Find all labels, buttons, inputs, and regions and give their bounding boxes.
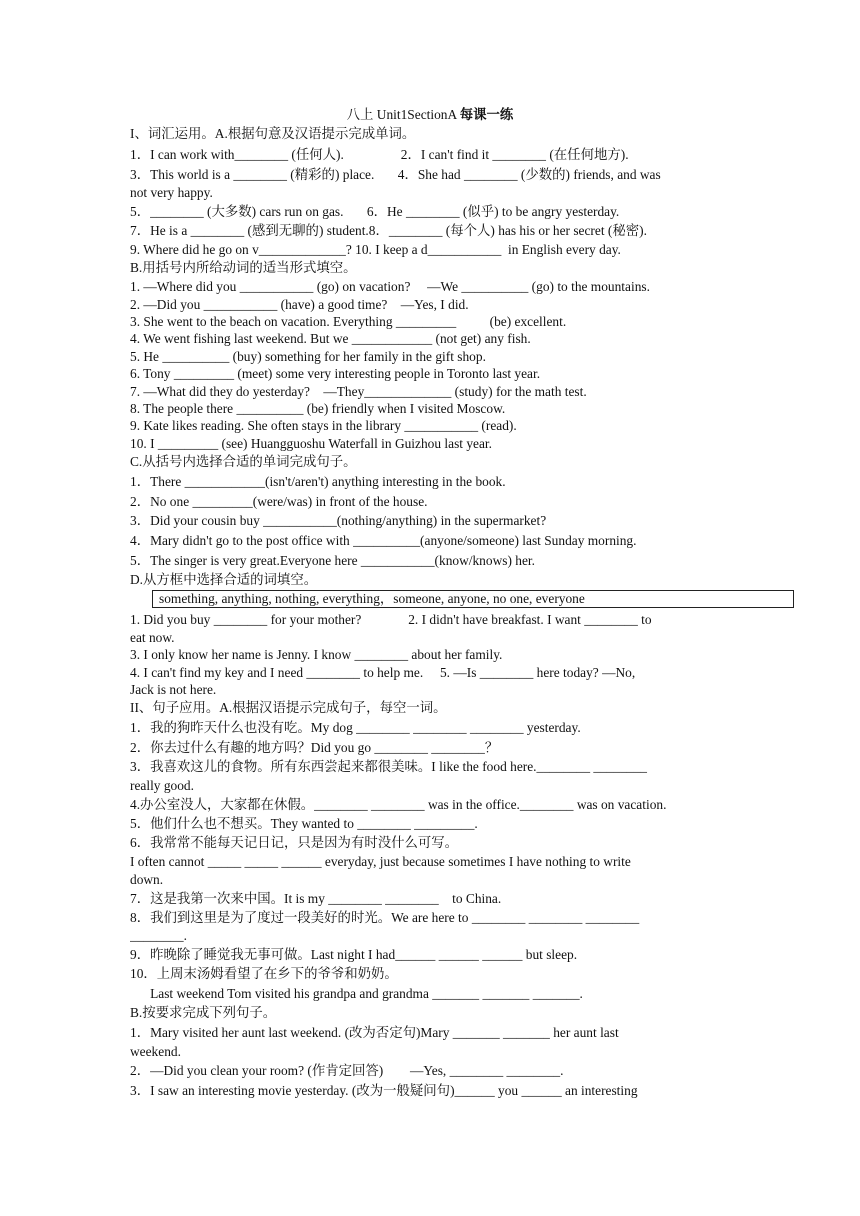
exercise-line: 2. —Did you ___________ (have) a good time? —Yes, I did. — [130, 297, 469, 312]
exercise-line: 7. —What did they do yesterday? —They_____________ (study) for the math test. — [130, 384, 587, 399]
exercise-line: eat now. — [130, 630, 175, 645]
exercise-line: 4．Mary didn't go to the post office with __________(anyone/someone) last Sunday morning. — [130, 533, 637, 548]
word-box: something, anything, nothing, everything，someone, anyone, no one, everyone — [152, 590, 794, 608]
exercise-line: 5．________ (大多数) cars run on gas. 6．He ________ (似乎) to be angry yesterday. — [130, 204, 620, 219]
section-2b-heading: B.按要求完成下列句子。 — [130, 1005, 277, 1020]
exercise-line: 3．I saw an interesting movie yesterday. (改为一般疑问句)______ you ______ an interesting — [130, 1083, 638, 1098]
exercise-line: 1．I can work with________ (任何人). 2．I can't find it ________ (在任何地方). — [130, 147, 629, 162]
exercise-line: 5．The singer is very great.Everyone here ___________(know/knows) her. — [130, 553, 535, 568]
exercise-line: Last weekend Tom visited his grandpa and grandma _______ _______ _______. — [130, 986, 583, 1001]
exercise-line: 4. We went fishing last weekend. But we ____________ (not get) any fish. — [130, 331, 531, 346]
exercise-line: 1．我的狗昨天什么也没有吃。My dog ________ ________ ________ yesterday. — [130, 720, 581, 735]
exercise-line: I often cannot _____ _____ ______ everyday, just because sometimes I have nothing to write — [130, 854, 631, 869]
exercise-line: 8. The people there __________ (be) friendly when I visited Moscow. — [130, 401, 506, 416]
exercise-line: 1．There ____________(isn't/aren't) anything interesting in the book. — [130, 474, 506, 489]
exercise-line: 9．昨晚除了睡觉我无事可做。Last night I had______ ______ ______ but sleep. — [130, 947, 578, 962]
exercise-line: 3．This world is a ________ (精彩的) place. 4．She had ________ (少数的) friends, and was — [130, 167, 661, 182]
exercise-line: 2．—Did you clean your room? (作肯定回答) —Yes, ________ ________. — [130, 1063, 564, 1078]
exercise-line: ________. — [130, 928, 187, 943]
exercise-line: 2．你去过什么有趣的地方吗？Did you go ________ ________？ — [130, 740, 499, 755]
exercise-line: 1．Mary visited her aunt last weekend. (改为否定句)Mary _______ _______ her aunt last — [130, 1025, 619, 1040]
section-b-heading: B.用括号内所给动词的适当形式填空。 — [130, 260, 357, 275]
exercise-line: 10．上周末汤姆看望了在乡下的爷爷和奶奶。 — [130, 966, 398, 981]
exercise-line: 1. Did you buy ________ for your mother? 2. I didn't have breakfast. I want ________ to — [130, 612, 652, 627]
exercise-line: Jack is not here. — [130, 682, 217, 697]
exercise-line: 9. Where did he go on v_____________? 10. I keep a d___________ in English every day. — [130, 242, 621, 257]
page-title — [130, 106, 730, 123]
section-1a-heading: I、词汇运用。A.根据句意及汉语提示完成单词。 — [130, 126, 416, 141]
title-bold: 每课一练 — [459, 107, 514, 122]
exercise-line: not very happy. — [130, 185, 213, 200]
exercise-line: down. — [130, 872, 164, 887]
exercise-line: 5. He __________ (buy) something for her family in the gift shop. — [130, 349, 486, 364]
exercise-line: 5．他们什么也不想买。They wanted to ________ _________. — [130, 816, 478, 831]
exercise-line: 3．我喜欢这儿的食物。所有东西尝起来都很美味。I like the food here.________ ________ — [130, 759, 647, 774]
title-main: 八上 Unit1SectionA — [346, 107, 457, 122]
section-c-heading: C.从括号内选择合适的单词完成句子。 — [130, 454, 357, 469]
exercise-line: 8．我们到这里是为了度过一段美好的时光。We are here to ________ ________ ________ — [130, 910, 640, 925]
exercise-line: 2．No one _________(were/was) in front of the house. — [130, 494, 428, 509]
exercise-line: 7．这是我第一次来中国。It is my ________ ________ to China. — [130, 891, 502, 906]
exercise-line: 3．Did your cousin buy ___________(nothing/anything) in the supermarket? — [130, 513, 547, 528]
exercise-line: 6．我常常不能每天记日记，只是因为有时没什么可写。 — [130, 835, 459, 850]
exercise-line: weekend. — [130, 1044, 181, 1059]
exercise-line: 9. Kate likes reading. She often stays in the library ___________ (read). — [130, 418, 517, 433]
exercise-line: 6. Tony _________ (meet) some very interesting people in Toronto last year. — [130, 366, 541, 381]
exercise-line: really good. — [130, 778, 194, 793]
exercise-line: 1. —Where did you ___________ (go) on vacation? —We __________ (go) to the mountains. — [130, 279, 650, 294]
section-d-heading: D.从方框中选择合适的词填空。 — [130, 572, 318, 587]
exercise-line: 3. She went to the beach on vacation. Everything _________ (be) excellent. — [130, 314, 567, 329]
exercise-line: 10. I _________ (see) Huangguoshu Waterfall in Guizhou last year. — [130, 436, 492, 451]
exercise-line: 4.办公室没人，大家都在休假。________ ________ was in the office.________ was on vacation. — [130, 797, 667, 812]
section-2a-heading: II、句子应用。A.根据汉语提示完成句子，每空一词。 — [130, 700, 447, 715]
exercise-line: 7．He is a ________ (感到无聊的) student.8．________ (每个人) has his or her secret (秘密). — [130, 223, 647, 238]
exercise-line: 3. I only know her name is Jenny. I know ________ about her family. — [130, 647, 503, 662]
exercise-line: 4. I can't find my key and I need ________ to help me. 5. —Is ________ here today? —No, — [130, 665, 636, 680]
